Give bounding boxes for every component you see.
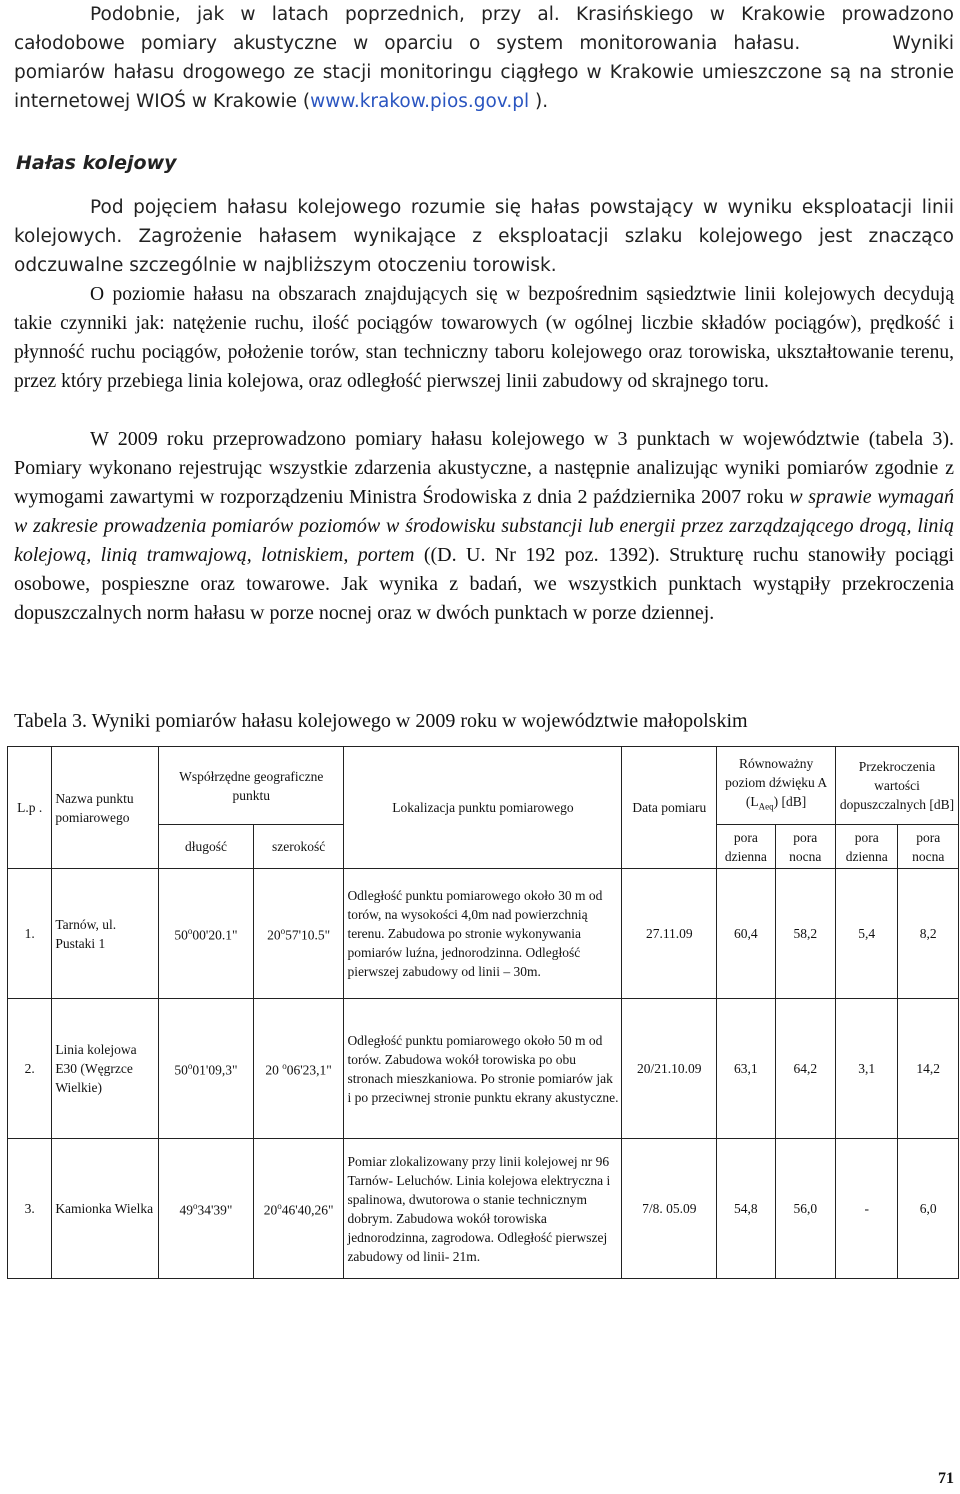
paragraph-monitoring-lead: Podobnie, jak w latach poprzednich, przy al. Krasińskiego w Krakowie prowadzono całodobowe pomiary akustyczne w oparciu o system monitorowania hałasu. <box>14 4 954 54</box>
row-lp: 3. <box>8 1139 52 1279</box>
row-level-day: 63,1 <box>717 999 775 1139</box>
row-date: 20/21.10.09 <box>622 999 717 1139</box>
header-exceed: Przekroczenia wartości dopuszczalnych [dB] <box>836 747 959 825</box>
header-lp: L.p . <box>8 747 52 869</box>
row-level-day: 60,4 <box>717 869 775 999</box>
row-lp: 2. <box>8 999 52 1139</box>
row-exceed-day: 5,4 <box>836 869 898 999</box>
header-level-tail: ) [dB] <box>773 794 807 810</box>
row-exceed-night: 6,0 <box>898 1139 959 1279</box>
row-lp: 1. <box>8 869 52 999</box>
lat-minutes: 57'10.5" <box>285 927 331 943</box>
lon-degrees: 50 <box>174 1062 188 1078</box>
row-exceed-night: 14,2 <box>898 999 959 1139</box>
lat-minutes: 46'40,26" <box>281 1202 334 1218</box>
page-number: 71 <box>938 1470 954 1487</box>
row-level-night: 56,0 <box>775 1139 835 1279</box>
lon-minutes: 01'09,3" <box>192 1062 238 1078</box>
header-exceed-day: pora dzienna <box>836 825 898 869</box>
table-row <box>8 869 959 999</box>
paragraph-monitoring-lead2: Wyniki pomiarów hałasu drogowego ze stacji monitoringu ciągłego w Krakowie umieszczone są na stronie internetowej WIOŚ w Krakowie ( <box>14 33 954 112</box>
row-name: Kamionka Wielka <box>52 1139 159 1279</box>
paragraph-definition-text: Pod pojęciem hałasu kolejowego rozumie się hałas powstający w wyniku eksploatacji linii kolejowych. Zagrożenie hałasem wynikające z eksploatacji szlaku kolejowego jest znacząco odczuwalne szczególnie w najbliższym otoczeniu torowisk. <box>14 197 954 276</box>
row-level-day: 54,8 <box>717 1139 775 1279</box>
lon-minutes: 00'20.1" <box>192 927 238 943</box>
row-lat <box>253 1139 344 1279</box>
lat-degrees: 20 <box>263 1202 278 1218</box>
degree-mark: o <box>187 926 193 937</box>
paragraph-monitoring <box>14 0 954 116</box>
row-date: 27.11.09 <box>622 869 717 999</box>
header-level-day: pora dzienna <box>717 825 775 869</box>
row-location: Odległość punktu pomiarowego około 30 m od torów, na wysokości 4,0m nad powierzchnią terenu. Zabudowa po stronie wykonywania pomiarów luźna, jednorodzinna. Odległość pierwszej zabudowy od linii – 30m. <box>344 869 622 999</box>
degree-mark: o <box>282 1061 287 1072</box>
degree-mark: o <box>277 1201 282 1212</box>
row-level-night: 58,2 <box>775 869 835 999</box>
lon-degrees: 49 <box>179 1202 193 1218</box>
table-caption: Tabela 3. Wyniki pomiarów hałasu kolejowego w 2009 roku w województwie małopolskim <box>14 710 748 732</box>
header-coords: Współrzędne geograficzne punktu <box>159 747 344 825</box>
header-level-night: pora nocna <box>775 825 835 869</box>
header-level-sub: Aeq <box>758 801 774 812</box>
row-location: Odległość punktu pomiarowego około 50 m od torów. Zabudowa wokół torowiska po obu stronach mieszkaniowa. Po stronie pomiarów jak i po przeciwnej stronie punktu ekrany akustyczne. <box>344 999 622 1139</box>
wios-link[interactable]: www.krakow.pios.gov.pl <box>310 91 530 112</box>
paragraph-measurements-part2: ((D. U. Nr 192 poz. 1392). Strukturę ruchu stanowiły pociągi osobowe, pospieszne oraz towarowe. Jak wynika z badań, we wszystkich punktach wystąpiły przekroczenia dopuszczalnych norm hałasu w porze nocnej oraz w dwóch punktach w porze dziennej. <box>14 544 954 624</box>
degree-mark: o <box>187 1061 193 1072</box>
row-level-night: 64,2 <box>775 999 835 1139</box>
header-exceed-night: pora nocna <box>898 825 959 869</box>
row-lat <box>253 999 344 1139</box>
header-location: Lokalizacja punktu pomiarowego <box>344 747 622 869</box>
lat-degrees: 20 <box>267 927 281 943</box>
table-row <box>8 999 959 1139</box>
row-name: Linia kolejowa E30 (Węgrzce Wielkie) <box>52 999 159 1139</box>
table-row <box>8 1139 959 1279</box>
header-lat: szerokość <box>253 825 344 869</box>
row-lon <box>159 869 254 999</box>
paragraph-definition <box>14 193 954 280</box>
row-lat <box>253 869 344 999</box>
row-date: 7/8. 05.09 <box>622 1139 717 1279</box>
paragraph-measurements-part1: W 2009 roku przeprowadzono pomiary hałasu kolejowego w 3 punktach w województwie (tabela 3). Pomiary wykonano rejestrując wszystkie zdarzenia akustyczne, a następnie analizując wyniki pomiarów zgodnie z wymogami zawartymi w rozporządzeniu Ministra Środowiska z dnia 2 października 2007 roku <box>14 428 954 508</box>
header-name: Nazwa punktu pomiarowego <box>52 747 159 869</box>
header-level-text: Równoważny poziom dźwięku A (L <box>725 756 828 810</box>
header-level <box>717 747 836 825</box>
paragraph-monitoring-tail: ). <box>529 91 549 112</box>
section-heading: Hałas kolejowy <box>16 152 177 174</box>
header-date: Data pomiaru <box>622 747 717 869</box>
row-exceed-day: 3,1 <box>836 999 898 1139</box>
lon-degrees: 50 <box>174 927 188 943</box>
row-lon <box>159 999 254 1139</box>
degree-mark: o <box>280 926 286 937</box>
lon-minutes: 34'39" <box>197 1202 233 1218</box>
row-name: Tarnów, ul. Pustaki 1 <box>52 869 159 999</box>
lat-minutes: 06'23,1" <box>286 1062 332 1078</box>
paragraph-factors <box>14 280 954 396</box>
results-table <box>7 746 959 1279</box>
lat-degrees: 20 <box>265 1062 283 1078</box>
paragraph-measurements <box>14 425 954 628</box>
header-lon: długość <box>159 825 254 869</box>
paragraph-factors-text: O poziomie hałasu na obszarach znajdujących się w bezpośrednim sąsiedztwie linii kolejowych decydują takie czynniki jak: natężenie ruchu, ilość pociągów towarowych (w ogólnej liczbie składów pociągów), prędkość i płynność ruchu pociągów, położenie torów, stan techniczny taboru kolejowego oraz torowiska, ukształtowanie terenu, przez który przebiega linia kolejowa, oraz odległość pierwszej linii zabudowy od skrajnego toru. <box>14 284 954 392</box>
degree-mark: o <box>192 1201 198 1212</box>
row-exceed-day: - <box>836 1139 898 1279</box>
row-location: Pomiar zlokalizowany przy linii kolejowej nr 96 Tarnów- Leluchów. Linia kolejowa elektryczna i spalinowa, dwutorowa o stanie technicznym dobrym. Zabudowa wokół torowiska jednorodzinna, zagrodowa. Odległość pierwszej zabudowy od linii- 21m. <box>344 1139 622 1279</box>
regulation-title: w sprawie wymagań w zakresie prowadzenia pomiarów poziomów w środowisku substancji lub energii przez zarządzającego drogą, linią kolejową, linią tramwajową, lotniskiem, portem <box>14 486 955 566</box>
row-exceed-night: 8,2 <box>898 869 959 999</box>
row-lon <box>159 1139 254 1279</box>
